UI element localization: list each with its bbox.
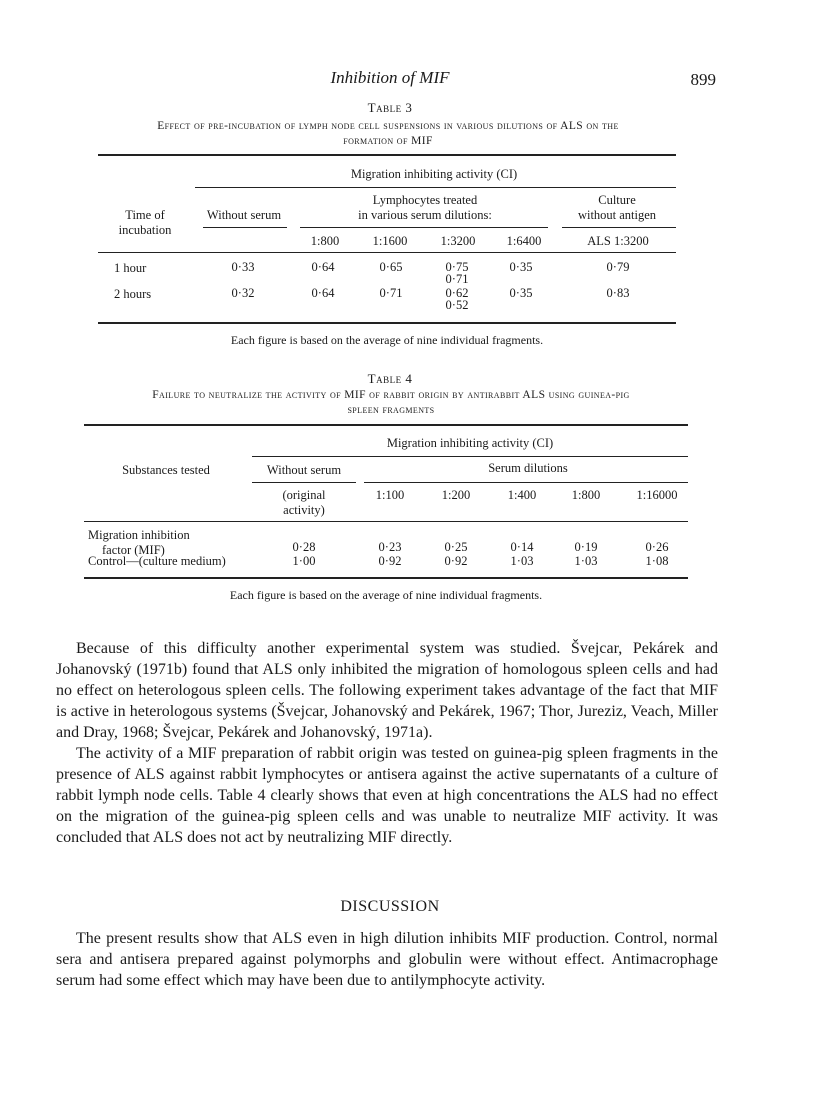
table4-dilution-header: 1:800 — [571, 488, 601, 502]
table3-col-time: Time of incubation — [118, 208, 172, 237]
table3-dilution-header: 1:800 — [310, 234, 340, 248]
table3-cell: 0·62 — [445, 286, 469, 300]
table4-span-rule — [252, 456, 688, 457]
table3-col-lymphocytes — [300, 193, 550, 223]
table3-span-header: Migration inhibiting activity (CI) — [350, 167, 518, 181]
table4-cell: 0·92 — [378, 554, 402, 568]
table4-label: Table 4 — [367, 371, 413, 386]
table4-without-rule — [252, 482, 356, 483]
discussion-text — [56, 928, 718, 991]
table3-top-rule — [98, 154, 676, 156]
table3-col-culture-line1: Culture — [598, 193, 636, 207]
table4-col-serum-dilutions: Serum dilutions — [488, 461, 568, 475]
paragraph: The activity of a MIF preparation of rabbit origin was tested on guinea-pig spleen fragments in the presence of ALS against rabbit lymphocytes or antisera against the active supernatants of a culture of rabbit lymph node cells. Table 4 clearly shows that even at high concentrations the ALS had no effect on the migration of the guinea-pig spleen cells and was unable to neutralize MIF activity. It was concluded that ALS does not act by neutralizing MIF directly. — [56, 745, 718, 846]
table3-cell: 0·64 — [311, 260, 335, 274]
table3-col-lymphocytes-line1: Lymphocytes treated — [372, 193, 478, 207]
table3-cell: 0·79 — [606, 260, 630, 274]
table3-caption — [96, 119, 680, 149]
table3-culture-subheader: ALS 1:3200 — [587, 234, 649, 248]
table3-cell: 0·35 — [509, 286, 533, 300]
table4-header-rule — [84, 521, 688, 522]
table4-top-rule — [84, 424, 688, 426]
table3-cell: 0·83 — [606, 286, 630, 300]
table4-row-name: Control—(culture medium) — [88, 554, 226, 568]
table4-without-subheader-line2: activity) — [283, 503, 325, 517]
table4-dilution-header: 1:16000 — [636, 488, 678, 502]
table3-row-time: 2 hours — [114, 287, 152, 301]
table3-dilution-header: 1:3200 — [440, 234, 476, 248]
table4-cell: 0·19 — [574, 540, 598, 554]
table4-dilution-header: 1:100 — [375, 488, 405, 502]
table4-row-name-line1: Migration inhibition — [88, 528, 190, 542]
table3-cell: 0·71 — [379, 286, 403, 300]
table4-cell: 1·03 — [510, 554, 534, 568]
running-title: Inhibition of MIF — [330, 68, 450, 87]
table3-col-without-serum: Without serum — [206, 208, 282, 222]
table4-span-header: Migration inhibiting activity (CI) — [386, 436, 554, 450]
table4-dilution-rule — [364, 482, 688, 483]
body-text-section — [56, 638, 718, 848]
table4-cell: 0·26 — [645, 540, 669, 554]
table3-footnote: Each figure is based on the average of nine individual fragments. — [230, 333, 544, 347]
table4-col-substances: Substances tested — [122, 463, 210, 477]
table3-col-lymphocytes-line2: in various serum dilutions: — [358, 208, 492, 222]
table3-col-culture-line2: without antigen — [577, 208, 657, 222]
table4-caption-line1: Failure to neutralize the activity of MIF of rabbit origin by antirabbit ALS using guinea-pig — [152, 389, 630, 401]
table3-cell: 0·75 — [445, 260, 469, 274]
table3-label: Table 3 — [367, 100, 413, 115]
table3-header-rule — [98, 252, 676, 253]
table4-cell: 0·28 — [292, 540, 316, 554]
paragraph: Because of this difficulty another experimental system was studied. Švejcar, Pekárek and Johanovský (1971b) found that ALS only inhibited the migration of homologous spleen cells and had no effect on heterologous spleen cells. The following experiment takes advantage of the fact that MIF is active in heterologous systems (Švejcar, Johanovský and Pekárek, 1967; Thor, Jureziz, Veach, Miller and Dray, 1968; Švejcar, Pekárek and Johanovský, 1971a). — [56, 640, 718, 741]
table4-without-subheader-line1: (original — [282, 488, 326, 502]
table4-caption-line2: spleen fragments — [347, 404, 435, 416]
section-heading: DISCUSSION — [340, 898, 440, 915]
table4-without-subheader — [262, 488, 346, 518]
page-number: 899 — [690, 70, 716, 89]
table4-cell: 0·23 — [378, 540, 402, 554]
paragraph: The present results show that ALS even in high dilution inhibits MIF production. Control, normal sera and antisera prepared against polymorphs and globulin were without effect. Antimacrophage serum had some effect which may have been due to antilymphocyte activity. — [56, 930, 718, 989]
table3-dilution-header: 1:6400 — [506, 234, 542, 248]
table3-cell: 0·35 — [509, 260, 533, 274]
table4-cell: 0·92 — [444, 554, 468, 568]
table3-culture-rule — [562, 227, 676, 228]
table3-cell: 0·65 — [379, 260, 403, 274]
table3-dilution-rule — [300, 227, 548, 228]
table4-dilution-header: 1:400 — [507, 488, 537, 502]
table3-cell: 0·71 — [445, 272, 469, 286]
table3-cell: 0·64 — [311, 286, 335, 300]
table4-bottom-rule — [84, 577, 688, 579]
table3-dilution-header: 1:1600 — [372, 234, 408, 248]
table4-cell: 1·00 — [292, 554, 316, 568]
table3-span-rule — [195, 187, 676, 188]
table3-col-culture — [558, 193, 676, 223]
table4-row-name-line2: factor (MIF) — [102, 543, 165, 557]
table4-col-without-serum: Without serum — [266, 463, 342, 477]
table3-cell: 0·32 — [231, 286, 255, 300]
table4-footnote: Each figure is based on the average of nine individual fragments. — [229, 588, 543, 602]
table3-caption-line1: Effect of pre-incubation of lymph node cell suspensions in various dilutions of ALS on the — [157, 120, 619, 132]
table3-caption-line2: formation of MIF — [343, 135, 433, 147]
table4-cell: 1·03 — [574, 554, 598, 568]
table4-cell: 0·14 — [510, 540, 534, 554]
table3-cell: 0·33 — [231, 260, 255, 274]
table4-dilution-header: 1:200 — [441, 488, 471, 502]
table4-cell: 1·08 — [645, 554, 669, 568]
table4-cell: 0·25 — [444, 540, 468, 554]
table3-cell: 0·52 — [445, 298, 469, 312]
table3-bottom-rule — [98, 322, 676, 324]
table3-without-rule — [203, 227, 287, 228]
table3-row-time: 1 hour — [114, 261, 147, 275]
table4-caption — [84, 388, 698, 418]
